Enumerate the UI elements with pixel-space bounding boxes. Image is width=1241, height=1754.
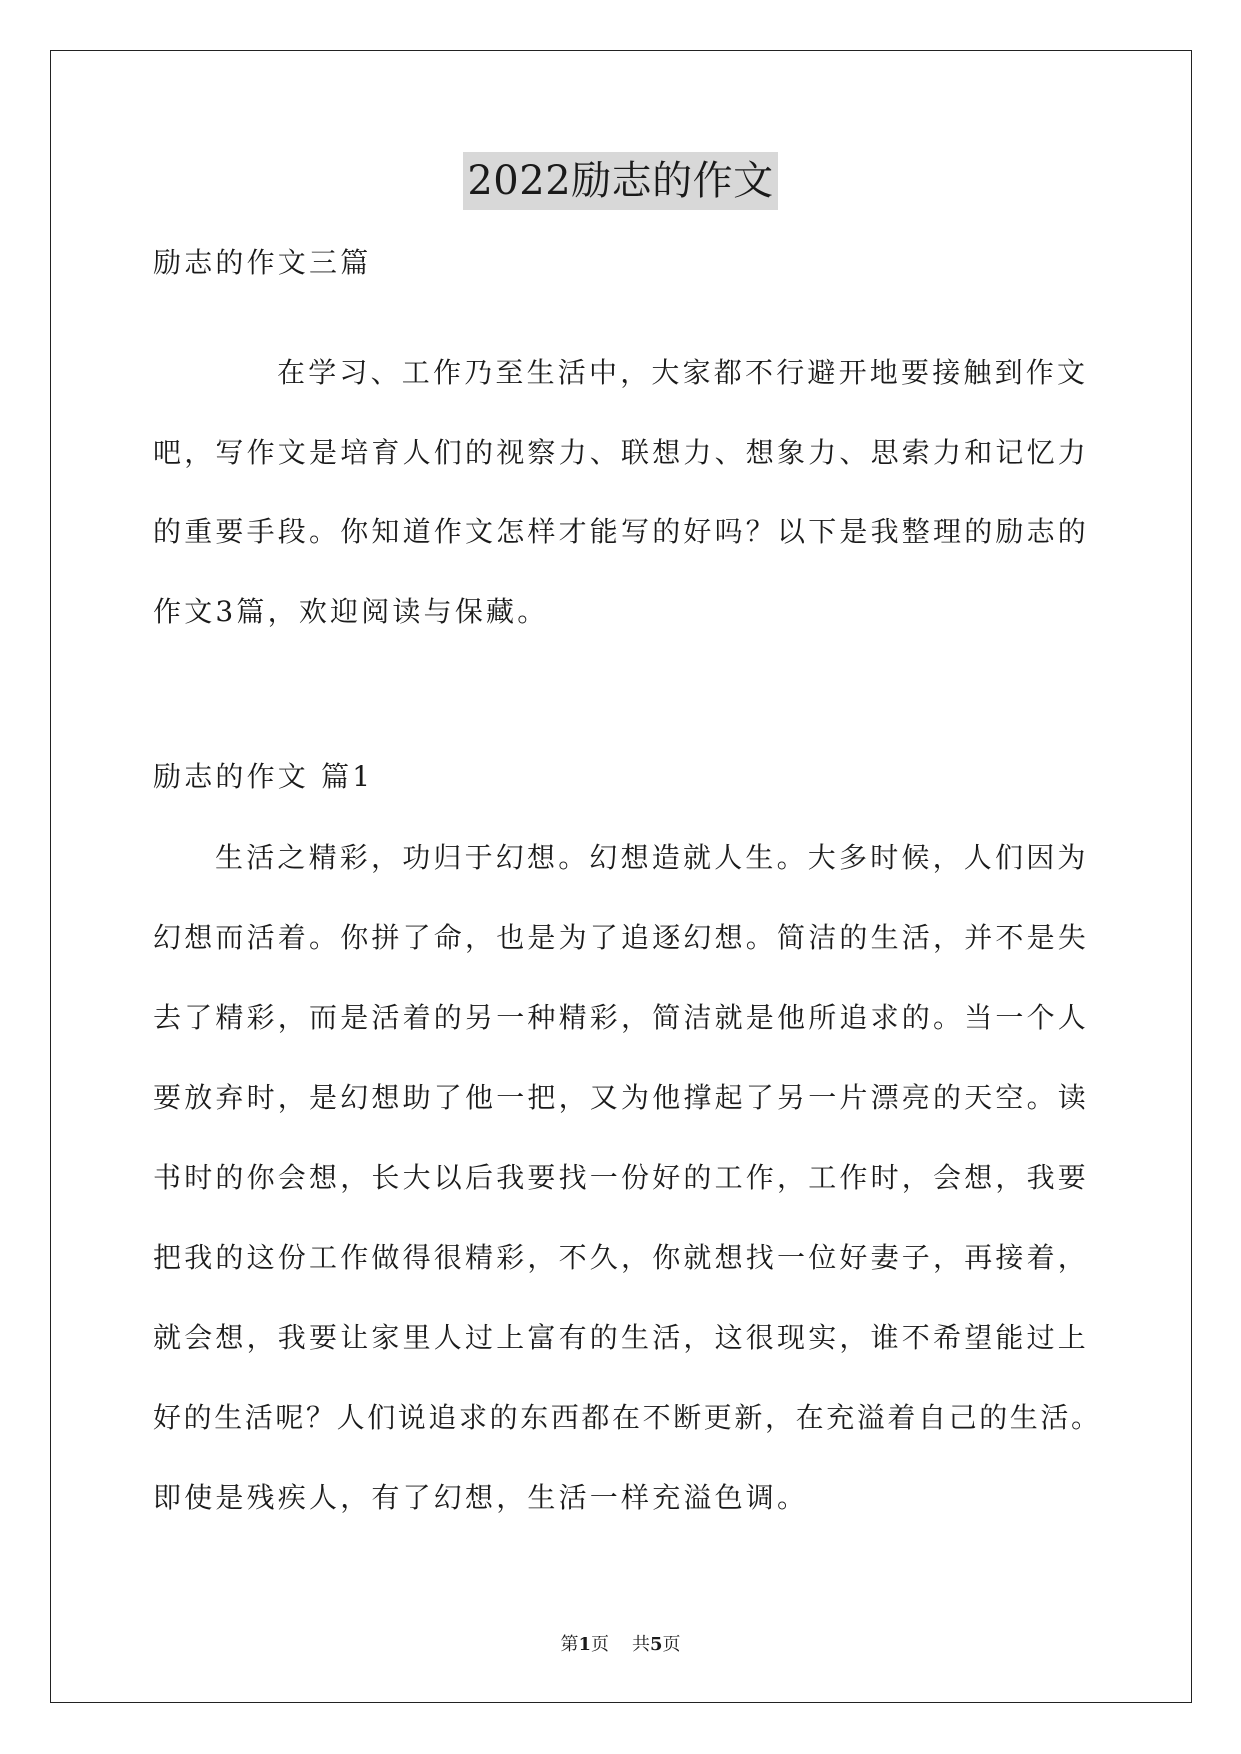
body-line-6: 把我的这份工作做得很精彩，不久，你就想找一位好妻子，再接着，	[153, 1241, 1090, 1274]
body-line-5: 书时的你会想，长大以后我要找一份好的工作，工作时，会想，我要	[153, 1161, 1090, 1194]
body-line-9: 即使是残疾人，有了幻想，生活一样充溢色调。	[153, 1481, 809, 1514]
total-pages: 5	[649, 1634, 663, 1655]
body-line-3: 去了精彩，而是活着的另一种精彩，简洁就是他所追求的。当一个人	[153, 1001, 1090, 1034]
body-line-8: 好的生活呢？人们说追求的东西都在不断更新，在充溢着自己的生活。	[153, 1401, 1102, 1434]
section-heading: 励志的作文 篇1	[153, 760, 374, 793]
page-footer	[0, 1630, 1241, 1656]
page-number: 1	[578, 1634, 592, 1655]
body-line-2: 幻想而活着。你拼了命，也是为了追逐幻想。简洁的生活，并不是失	[153, 921, 1090, 954]
page-suffix: 页	[591, 1634, 610, 1655]
body-line-1: 生活之精彩，功归于幻想。幻想造就人生。大多时候，人们因为	[215, 841, 1089, 874]
intro-line-1: 在学习、工作乃至生活中，大家都不行避开地要接触到作文	[277, 356, 1089, 389]
intro-line-2: 吧，写作文是培育人们的视察力、联想力、想象力、思索力和记忆力	[153, 436, 1090, 469]
total-suffix: 页	[662, 1634, 681, 1655]
total-prefix: 共	[631, 1634, 650, 1655]
document-title: 2022励志的作文	[463, 152, 777, 210]
body-line-4: 要放弃时，是幻想助了他一把，又为他撑起了另一片漂亮的天空。读	[153, 1081, 1090, 1114]
intro-line-3: 的重要手段。你知道作文怎样才能写的好吗？以下是我整理的励志的	[153, 515, 1090, 548]
title-container	[0, 152, 1241, 210]
body-line-7: 就会想，我要让家里人过上富有的生活，这很现实，谁不希望能过上	[153, 1321, 1090, 1354]
page-prefix: 第	[560, 1634, 579, 1655]
document-subtitle: 励志的作文三篇	[153, 246, 372, 279]
intro-line-4: 作文3篇，欢迎阅读与保藏。	[153, 595, 549, 628]
